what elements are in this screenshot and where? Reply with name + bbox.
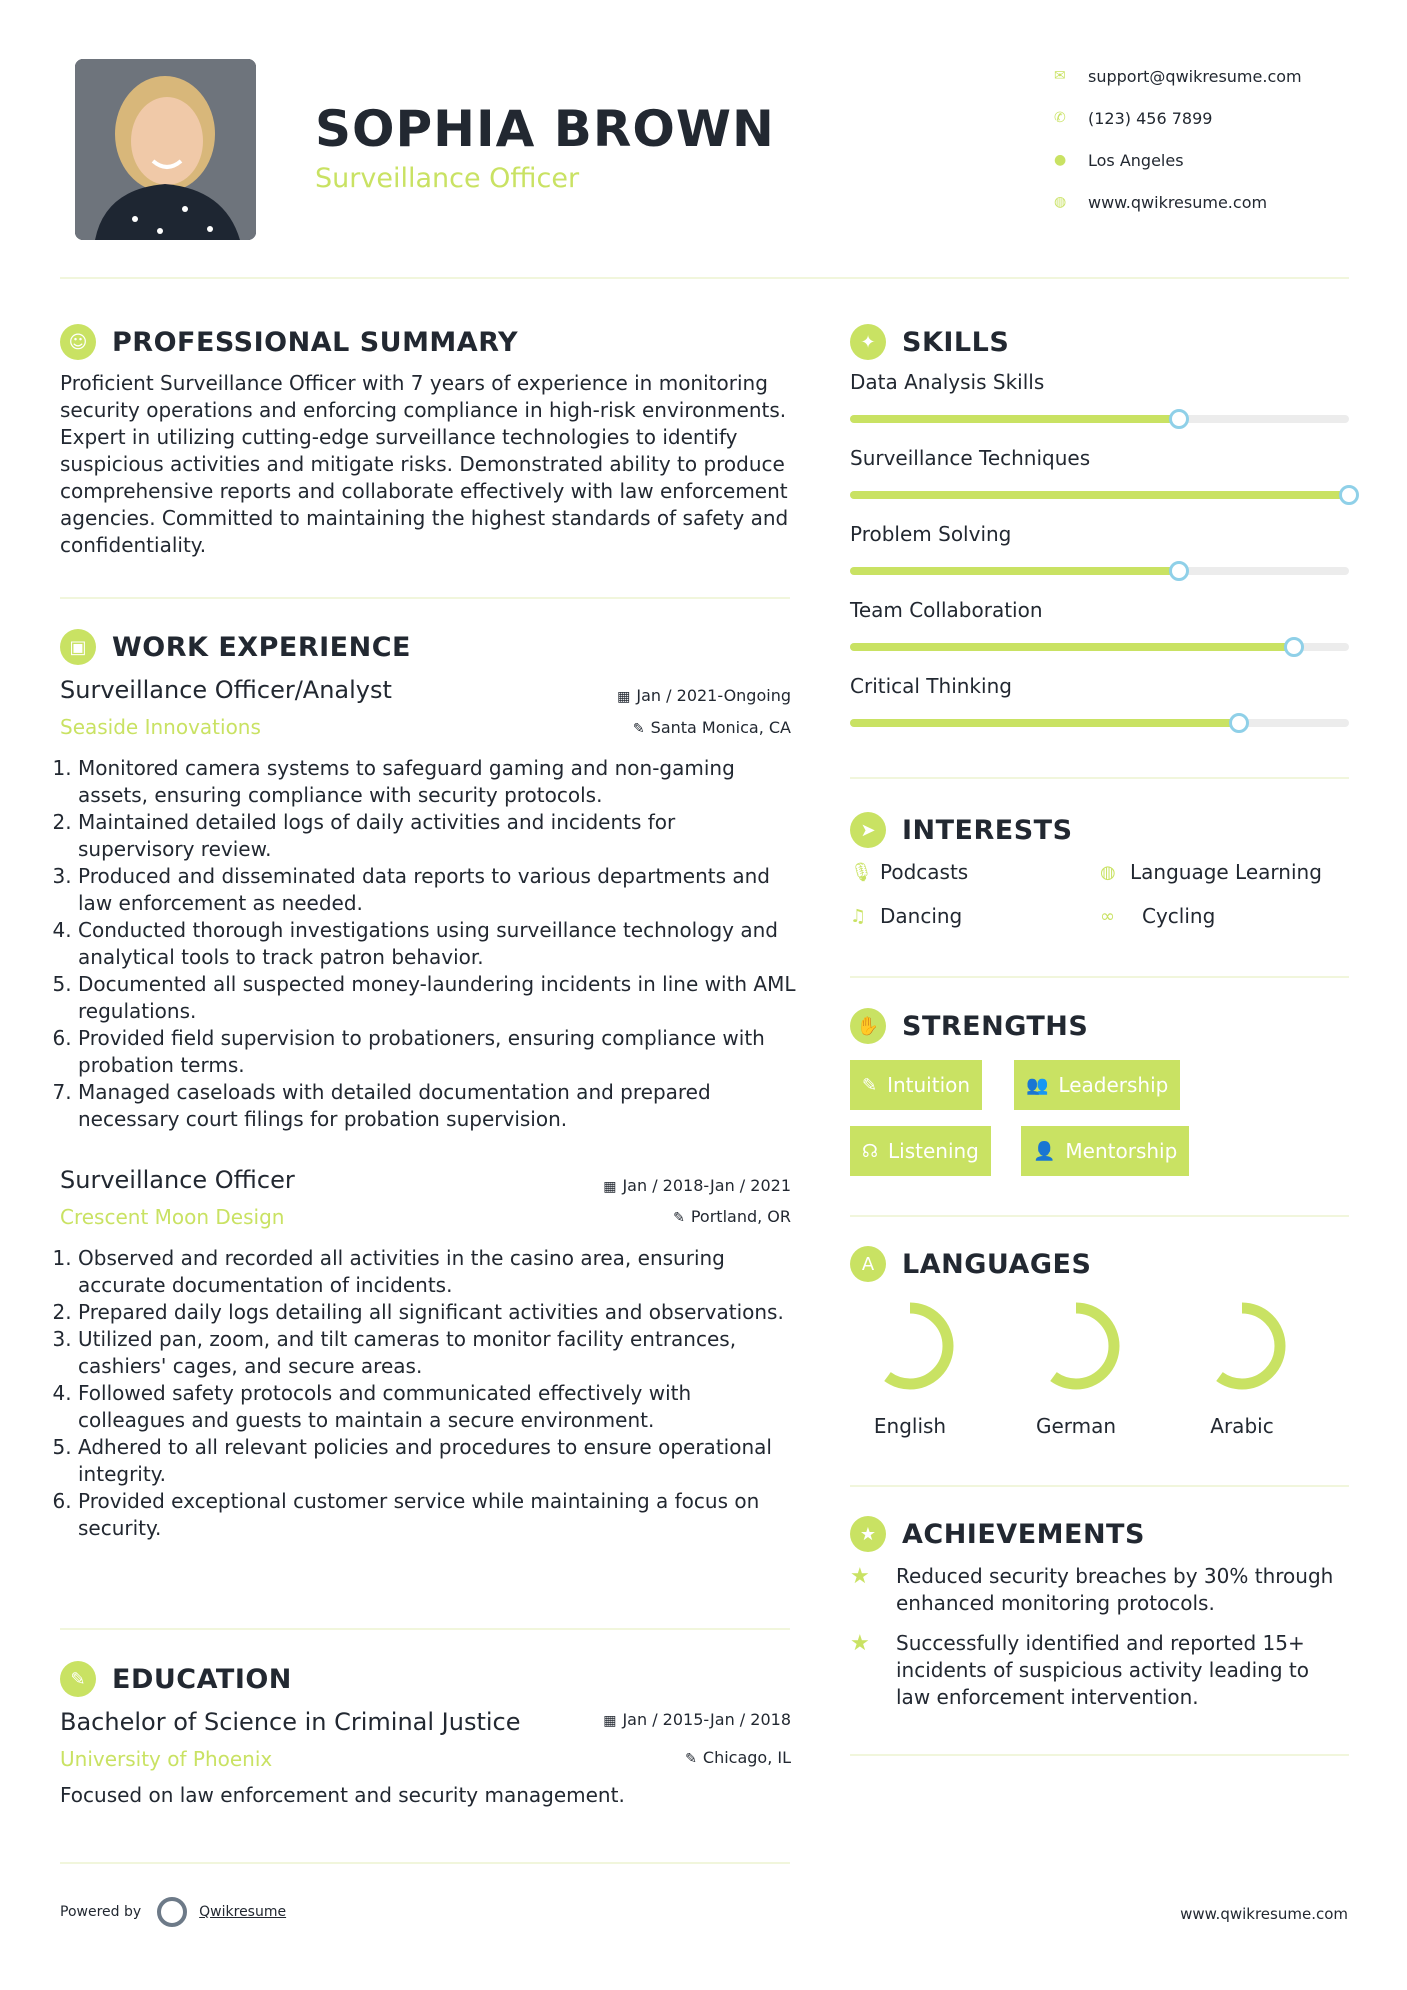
calendar-icon: ▦ [603,1179,617,1195]
education-dates: ▦ Jan / 2015-Jan / 2018 [603,1710,791,1729]
pushpin-icon: ✎ [673,1210,685,1226]
contact-location: ● Los Angeles [1050,139,1380,181]
skill-bar [850,567,1349,575]
skill-label: Critical Thinking [850,674,1012,698]
list-item: 7. Managed caseloads with detailed documentation and prepared necessary court filings for probation supervision. [78,1079,798,1133]
hand-icon: ✋ [850,1008,886,1044]
section-divider [60,1862,790,1864]
job-title: Surveillance Officer [60,1166,295,1194]
achievement-item: ★ Reduced security breaches by 30% through enhanced monitoring protocols. [850,1564,1334,1615]
calendar-icon: ▦ [603,1713,617,1729]
lightbulb-icon: ✦ [850,324,886,360]
education-heading: ✎ EDUCATION [60,1661,292,1697]
summary-text: Proficient Surveillance Officer with 7 years of experience in monitoring security operations and enforcing compliance in high-risk environments. Expert in utilizing cutting-edge surveillance technologies to identify suspicious activities and mitigate risks. Demonstrated ability to produce comprehensive reports and collaborate effectively with law enforcement agencies. Committed to maintaining the highest standards of safety and confidentiality. [60,371,789,557]
interest-language-learning: ◍ Language Learning [1100,860,1322,884]
language-ring [1028,1298,1124,1394]
star-icon: ★ [850,1516,886,1552]
strengths-heading: ✋ STRENGTHS [850,1008,1088,1044]
list-item: 2. Maintained detailed logs of daily activities and incidents for supervisory review. [78,809,798,863]
job-location-wrap [600,718,791,742]
list-item: 6. Provided exceptional customer service while maintaining a focus on security. [78,1488,798,1542]
language-ring [862,1298,958,1394]
location-pin-icon: ● [1054,152,1067,168]
language-item [1016,1298,1136,1438]
strength-chip: 👤 Mentorship [1021,1126,1189,1176]
job-dates: ▦ Jan / 2021-Ongoing [617,686,791,705]
contact-website[interactable]: ◍ www.qwikresume.com [1050,181,1380,223]
achievements-heading: ★ ACHIEVEMENTS [850,1516,1145,1552]
candidate-title: Surveillance Officer [315,163,580,194]
skill-bar-fill [850,415,1179,423]
education-location-wrap [600,1748,791,1772]
education-dates-wrap [580,1710,791,1734]
stars-icon: ★ [850,1564,870,1589]
skill-label: Data Analysis Skills [850,370,1045,394]
job-dates-wrap [600,686,791,710]
interest-dancing: ♫ Dancing [850,904,963,928]
language-ring [1194,1298,1290,1394]
skill-bar [850,491,1349,499]
language-item [1182,1298,1302,1438]
job-duties [58,1245,798,1542]
interest-cycling: ∞ Cycling [1100,904,1216,928]
envelope-icon: ✉ [1054,68,1066,84]
skill-bar-knob [1284,637,1304,657]
skill-bar-fill [850,643,1294,651]
job-dates: ▦ Jan / 2018-Jan / 2021 [603,1176,791,1195]
interests-heading: ➤ INTERESTS [850,812,1073,848]
list-item: 4. Conducted thorough investigations using surveillance technology and analytical tools to track patron behavior. [78,917,798,971]
contact-phone[interactable]: ✆ (123) 456 7899 [1050,97,1380,139]
section-divider [850,1754,1349,1756]
list-item: 2. Prepared daily logs detailing all significant activities and observations. [78,1299,798,1326]
school-name: University of Phoenix [60,1747,273,1771]
graduate-icon: ✎ [60,1661,96,1697]
strength-chip: ✎ Intuition [850,1060,982,1110]
language-label: German [1035,1414,1117,1438]
pushpin-icon: ✎ [685,1751,697,1767]
list-item: 5. Adhered to all relevant policies and procedures to ensure operational integrity. [78,1434,798,1488]
education-description: Focused on law enforcement and security management. [60,1783,625,1807]
job-location: ✎ Portland, OR [673,1207,791,1226]
language-ring-arc [872,1308,948,1384]
language-item [850,1298,970,1438]
calendar-icon: ▦ [617,689,631,705]
job-location: ✎ Santa Monica, CA [632,718,791,737]
skill-label: Problem Solving [850,522,1012,546]
skill-bar-fill [850,567,1179,575]
language-icon: A [850,1246,886,1282]
music-note-icon: ♫ [850,905,867,927]
job-location-wrap [600,1207,791,1231]
job-dates-wrap [580,1176,791,1200]
section-divider [60,1628,790,1630]
headphones-icon: ☊ [862,1140,878,1162]
language-label: English [873,1414,947,1438]
skill-bar [850,719,1349,727]
footer-url[interactable]: www.qwikresume.com [1180,1905,1348,1923]
skill-bar-knob [1339,485,1359,505]
globe-icon: ◍ [1100,861,1116,883]
section-divider [850,976,1349,978]
section-divider [850,1215,1349,1217]
skill-bar-fill [850,491,1349,499]
microphone-icon: 🎙 [850,861,873,883]
strength-chip: ☊ Listening [850,1126,991,1176]
skill-bar-fill [850,719,1239,727]
strength-chip: 👥 Leadership [1014,1060,1180,1110]
user-plus-icon: 👤 [1033,1140,1056,1162]
experience-heading: ▣ WORK EXPERIENCE [60,629,411,665]
list-item: 1. Observed and recorded all activities in the casino area, ensuring accurate documentation of incidents. [78,1245,798,1299]
list-item: 3. Utilized pan, zoom, and tilt cameras to monitor facility entrances, cashiers' cages, and secure areas. [78,1326,798,1380]
skill-label: Surveillance Techniques [850,446,1091,470]
list-item: 4. Followed safety protocols and communicated effectively with colleagues and guests to maintain a secure environment. [78,1380,798,1434]
section-divider [850,1485,1349,1487]
header-divider [60,277,1349,279]
brand-link[interactable]: Qwikresume [199,1904,287,1920]
skill-bar [850,415,1349,423]
interest-podcasts: 🎙 Podcasts [850,860,969,884]
language-ring-arc [1204,1308,1280,1384]
list-item: 5. Documented all suspected money-laundering incidents in line with AML regulations. [78,971,798,1025]
phone-icon: ✆ [1054,110,1066,126]
skills-heading: ✦ SKILLS [850,324,1009,360]
job-company: Crescent Moon Design [60,1205,285,1229]
skill-bar-knob [1169,409,1189,429]
language-ring-arc [1038,1308,1114,1384]
user-icon: ☺ [60,324,96,360]
education-location: ✎ Chicago, IL [685,1748,791,1767]
skill-bar [850,643,1349,651]
globe-icon: ◍ [1054,194,1067,210]
job-duties [58,755,798,1133]
footer-branding [60,1897,286,1927]
profile-photo [75,59,256,240]
magic-wand-icon: ✎ [862,1074,878,1096]
section-divider [850,777,1349,779]
summary-heading: ☺ PROFESSIONAL SUMMARY [60,324,518,360]
stars-icon: ★ [850,1631,870,1656]
contact-email[interactable]: ✉ support@qwikresume.com [1050,55,1380,97]
degree-title: Bachelor of Science in Criminal Justice [60,1708,521,1736]
job-title: Surveillance Officer/Analyst [60,676,392,704]
paper-plane-icon: ➤ [850,812,886,848]
bicycle-icon: ∞ [1100,905,1115,927]
languages-heading: A LANGUAGES [850,1246,1091,1282]
job-company: Seaside Innovations [60,715,261,739]
skill-bar-knob [1229,713,1249,733]
users-icon: 👥 [1026,1074,1049,1096]
list-item: 3. Produced and disseminated data reports to various departments and law enforcement as needed. [78,863,798,917]
briefcase-icon: ▣ [60,629,96,665]
contact-list [1050,55,1380,223]
qwikresume-logo-icon [157,1897,187,1927]
pushpin-icon: ✎ [632,721,645,737]
list-item: 6. Provided field supervision to probationers, ensuring compliance with probation terms. [78,1025,798,1079]
skill-bar-knob [1169,561,1189,581]
skill-label: Team Collaboration [850,598,1043,622]
achievement-item: ★ Successfully identified and reported 15+ incidents of suspicious activity leading to law enforcement intervention. [850,1631,1309,1709]
language-label: Arabic [1210,1414,1274,1438]
section-divider [60,597,790,599]
list-item: 1. Monitored camera systems to safeguard gaming and non-gaming assets, ensuring compliance with security protocols. [78,755,798,809]
powered-by-text: Powered by [60,1904,142,1920]
candidate-name: SOPHIA BROWN [315,100,775,158]
